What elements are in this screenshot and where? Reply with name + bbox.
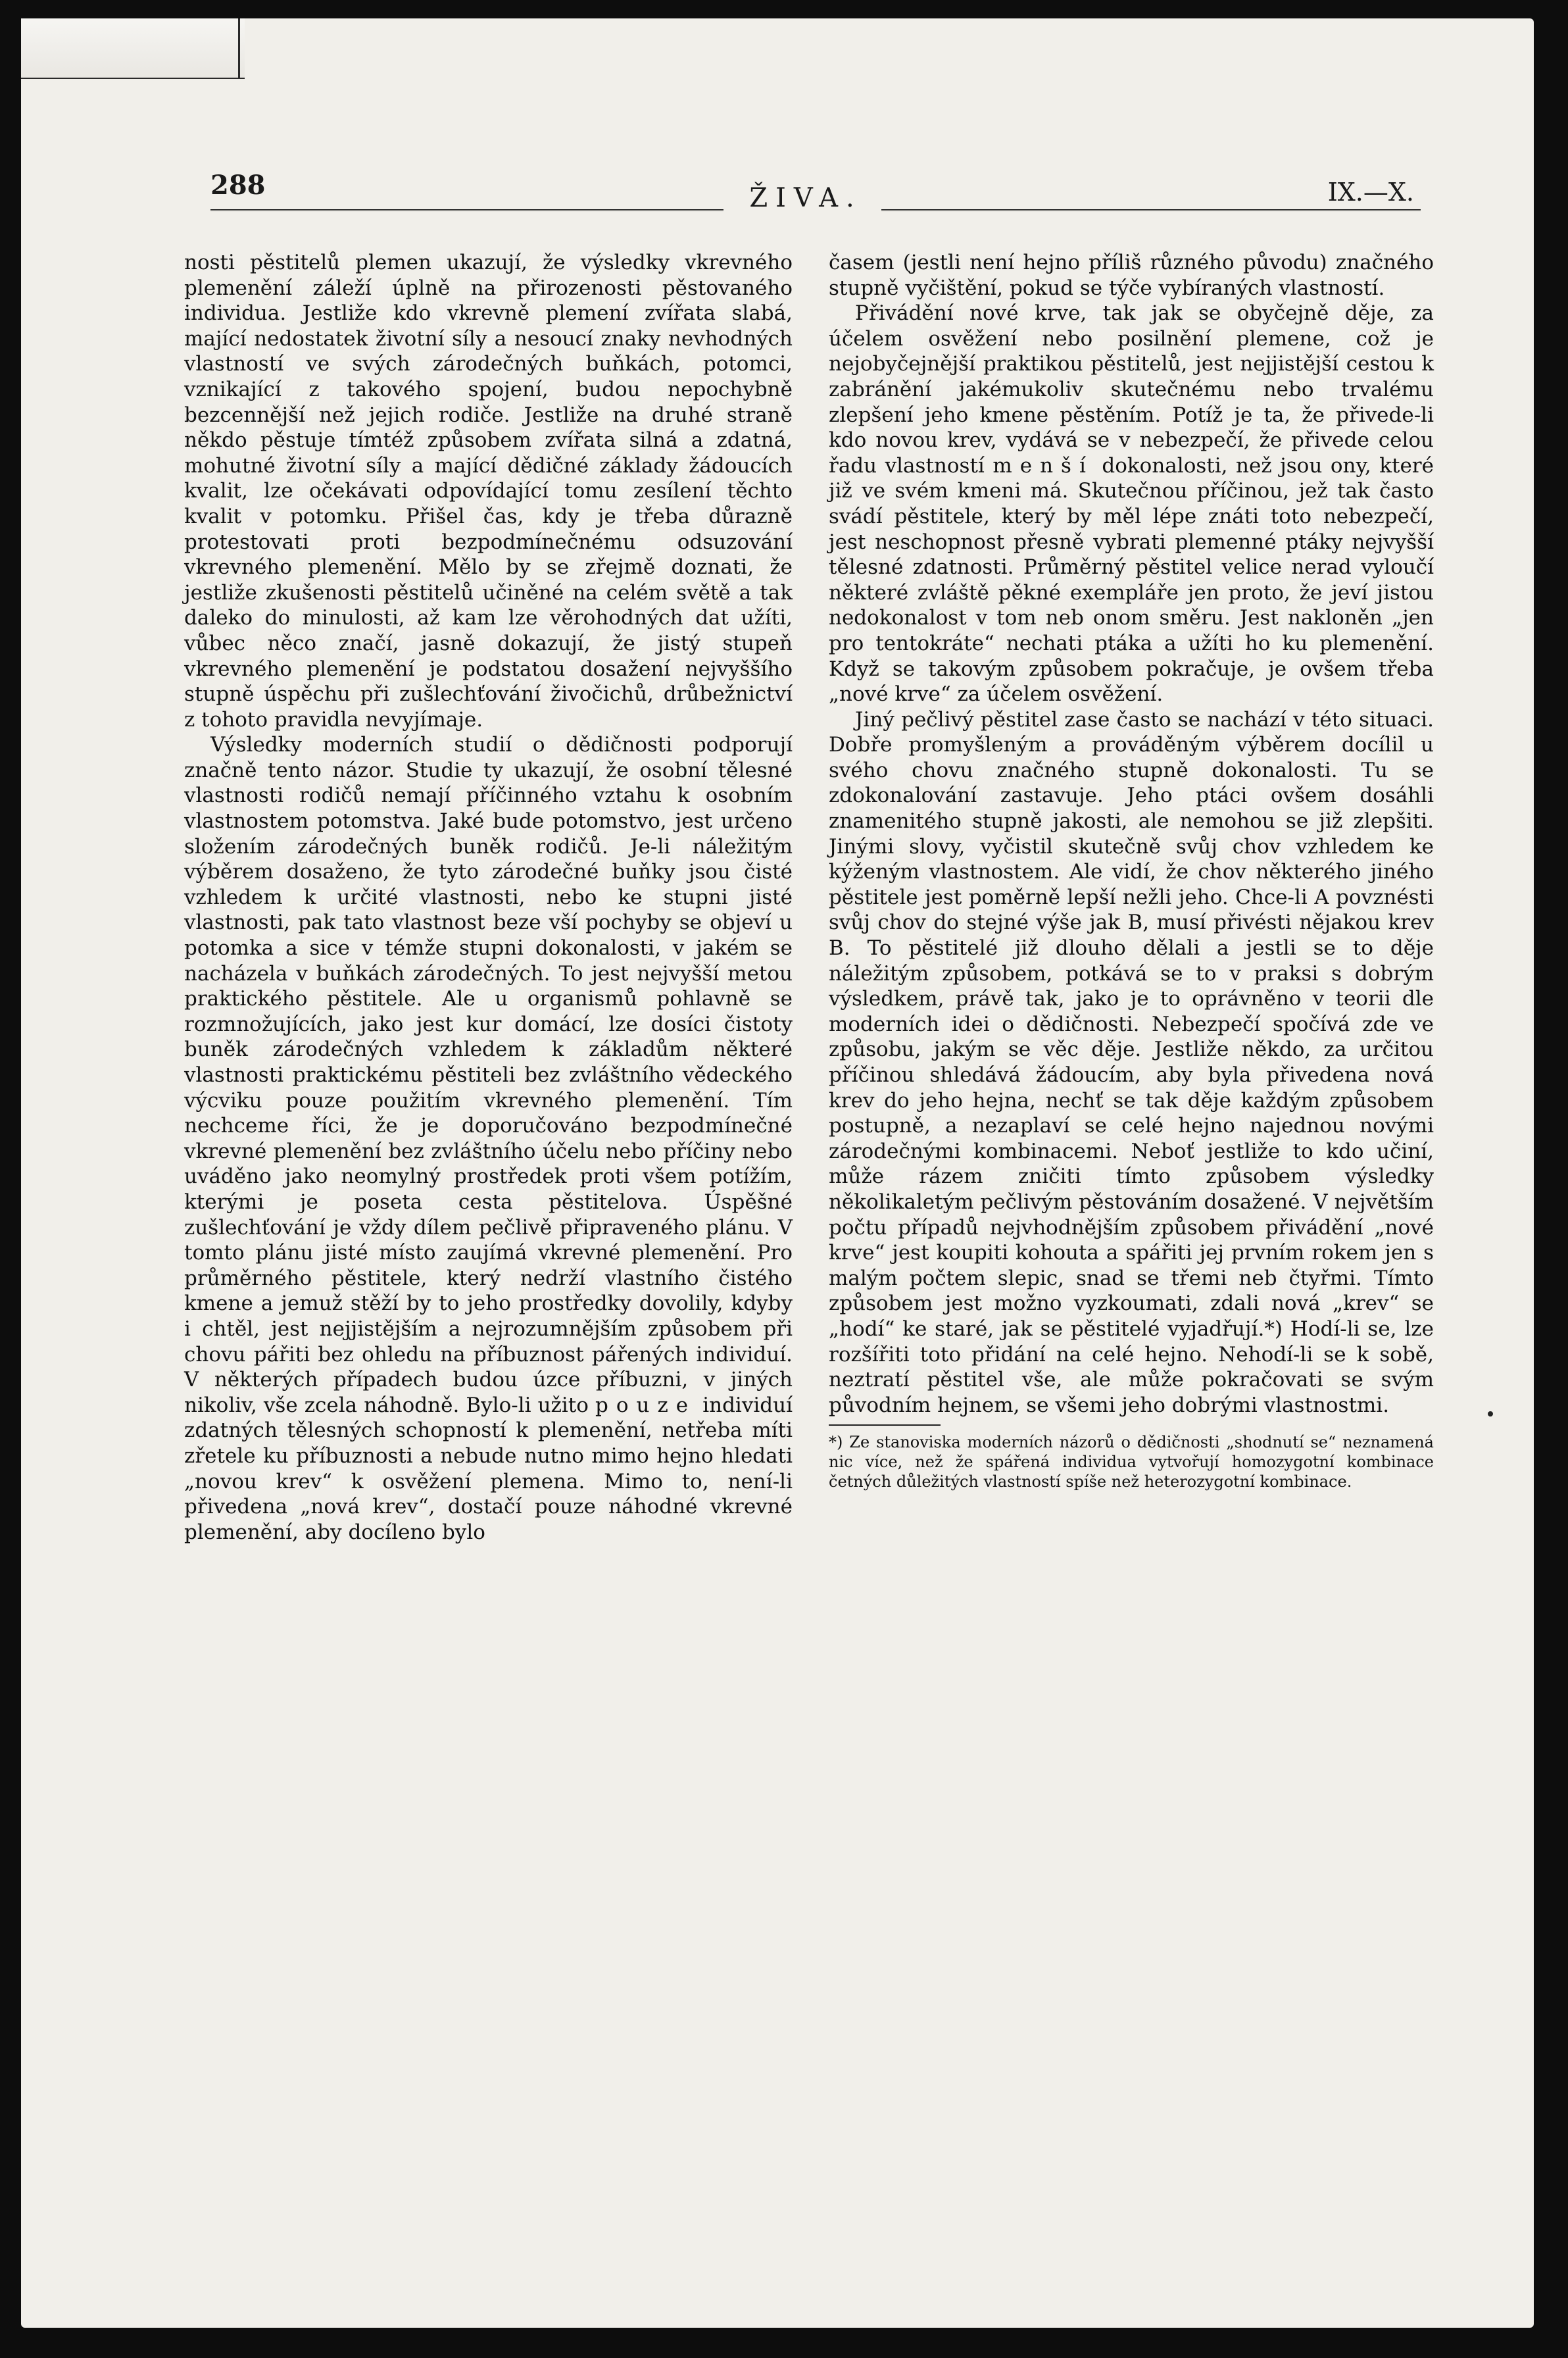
right-paragraph-3: Jiný pečlivý pěstitel zase často se nachází v této situaci. Dobře promyšleným a prováděným výběrem docílil u svého chovu značného stupně dokonalosti. Tu se zdokonalování zastavuje. Jeho ptáci ovšem dosáhli znamenitého stupně jakosti, ale nemohou se již zlepšiti. Jinými slovy, vyčistil skutečně svůj chov vzhledem ke kýženým vlastnostem. Ale vidí, že chov některého jiného pěstitele jest poměrně lepší nežli jeho. Chce-li A povznésti svůj chov do stejné výše jak B, musí přivésti nějakou krev B. To pěstitelé již dlouho dělali a jestli se to děje náležitým způsobem, potkává se to v praksi s dobrým výsledkem, právě tak, jako je to oprávněno v teorii dle moderních idei o dědičnosti. Nebezpečí spočívá zde ve způsobu, jakým se věc děje. Jestliže někdo, za určitou příčinou shledává žádoucím, aby byla přivedena nová krev do jeho hejna, nechť se tak děje každým způsobem postupně, a nezaplaví se celé hejno najednou novými zárodečnými kombinacemi. Neboť jestliže to kdo učiní, může rázem zničiti tímto způsobem výsledky několikaletým pečlivým pěstováním dosažené. V největším počtu případů nejvhodnějším způsobem přivádění „nové krve“ jest koupiti kohouta a spářiti jej prvním rokem jen s malým počtem slepic, snad se třemi neb čtyřmi. Tímto způsobem jest možno vyzkoumati, zdali nová „krev“ se „hodí“ ke staré, jak se pěstitelé vyjadřují.*) Hodí-li se, lze rozšířiti toto přidání na celé hejno. Nehodí-li se k sobě, neztratí pěstitel vše, ale může pokračovati se svým původním hejnem, se všemi jeho dobrými vlastnostmi. — [829, 707, 1434, 1417]
right-column — [829, 250, 1434, 2053]
footnote: *) Ze stanoviska moderních názorů o dědičnosti „shodnutí se“ neznamená nic více, než že spářená individua vytvořují homozygotní kombinace četných důležitých vlastností spíše než heterozygotní kombinace. — [829, 1433, 1434, 1492]
footnote-rule — [829, 1424, 941, 1426]
scan-edge-mark — [21, 18, 245, 79]
scan-speck — [1488, 1411, 1493, 1417]
right-paragraph-2 — [829, 301, 1434, 707]
emphasized-word-pouze: pouze — [595, 1393, 697, 1417]
left-column — [184, 250, 793, 2066]
left-paragraph-2-part-a: Výsledky moderních studií o dědičnosti podporují značně tento názor. Studie ty ukazují, že osobní tělesné vlastnosti rodičů nemají příčinného vztahu k osobním vlastnostem potomstva. Jaké bude potomstvo, jest určeno složením zárodečných buněk rodičů. Je-li náležitým výběrem dosaženo, že tyto zárodečné buňky jsou čisté vzhledem k určité vlastnosti, nebo ke stupni jisté vlastnosti, pak tato vlastnost beze vší pochyby se objeví u potomka a sice v témže stupni dokonalosti, v jakém se nacházela v buňkách zárodečných. To jest nejvyšší metou praktického pěstitele. Ale u organismů pohlavně se rozmnožujících, jako jest kur domácí, lze dosíci čistoty buněk zárodečných vzhledem k základům některé vlastnosti praktickému pěstiteli bez zvláštního vědeckého výcviku pouze použitím vkrevného plemenění. Tím nechceme říci, že je doporučováno bezpodmínečné vkrevné plemenění bez zvláštního účelu nebo příčiny nebo uváděno jako neomylný prostředek proti všem potížím, kterými je poseta cesta pěstitelova. Úspěšné zušlechťování je vždy dílem pečlivě připraveného plánu. V tomto plánu jisté místo zaujímá vkrevné plemenění. Pro průměrného pěstitele, který nedrží vlastního čistého kmene a jemuž stěží by to jeho prostředky dovolily, kdyby i chtěl, jest nejjistějším a nejrozumnějším způsobem při chovu pářiti bez ohledu na příbuznost pářených individuí. V některých případech budou úzce příbuzni, v jiných nikoliv, vše zcela náhodně. Bylo-li užito — [184, 733, 793, 1417]
emphasized-word-mensi: menší — [992, 453, 1094, 478]
left-paragraph-1: nosti pěstitelů plemen ukazují, že výsledky vkrevného plemenění záleží úplně na přirozenosti pěstovaného individua. Jestliže kdo vkrevně plemení zvířata slabá, mající nedostatek životní síly a nesoucí znaky nevhodných vlastností ve svých zárodečných buňkách, potomci, vznikající z takového spojení, budou nepochybně bezcennější než jejich rodiče. Jestliže na druhé straně někdo pěstuje tímtéž způsobem zvířata silná a zdatná, mohutné životní síly a mající dědičné základy žádoucích kvalit, lze očekávati odpovídající tomu zesílení těchto kvalit v potomku. Přišel čas, kdy je třeba důrazně protestovati proti bezpodmínečnému odsuzování vkrevného plemenění. Mělo by se zřejmě doznati, že jestliže zkušenosti pěstitelů učiněné na celém světě a tak daleko do minulosti, až kam lze věrohodných dat užíti, vůbec něco značí, jasně dokazují, že jistý stupeň vkrevného plemenění je podstatou dosažení nejvyššího stupně úspěchu při zušlechťování živočichů, drůbežnictví z tohoto pravidla nevyjímaje. — [184, 251, 793, 732]
left-paragraph-2 — [184, 732, 793, 1545]
header-rule-right — [881, 209, 1421, 211]
issue-number: IX.—X. — [1327, 178, 1414, 207]
journal-title: ŽIVA. — [749, 183, 862, 213]
right-paragraph-1: časem (jestli není hejno příliš různého původu) značného stupně vyčištění, pokud se týče vybíraných vlastností. — [829, 251, 1434, 300]
header-rule-left — [210, 209, 723, 211]
left-paragraph-2-part-b: individuí zdatných tělesných schopností k plemenění, netřeba míti zřetele ku příbuznosti a nebude nutno mimo hejno hledati „novou krev“ k osvěžení plemena. Mimo to, není-li přivedena „nová krev“, dostačí pouze náhodné vkrevné plemenění, aby docíleno bylo — [184, 1393, 793, 1544]
running-header — [184, 170, 1427, 216]
right-paragraph-2-part-b: dokonalosti, než jsou ony, které již ve svém kmeni má. Skutečnou příčinou, jež tak často svádí pěstitele, který by měl lépe znáti toto nebezpečí, jest neschopnost přesně vybrati plemenné ptáky nejvyšší tělesné zdatnosti. Průměrný pěstitel velice nerad vyloučí některé zvláště pěkné exempláře jen proto, že jeví jistou nedokonalost v tom neb onom směru. Jest nakloněn „jen pro tentokráte“ nechati ptáka a užíti ho ku plemenění. Když se takovým způsobem pokračuje, je ovšem třeba „nové krve“ za účelem osvěžení. — [829, 453, 1434, 707]
right-paragraph-2-part-a: Přivádění nové krve, tak jak se obyčejně děje, za účelem osvěžení nebo posilnění plemene, což je nejobyčejnější praktikou pěstitelů, jest nejjistější cestou k zabránění jakémukoliv skutečnému nebo trvalému zlepšení jeho kmene pěstěním. Potíž je ta, že přivede-li kdo novou krev, vydává se v nebezpečí, že přivede celou řadu vlastností — [829, 301, 1434, 478]
page-number: 288 — [210, 170, 266, 201]
